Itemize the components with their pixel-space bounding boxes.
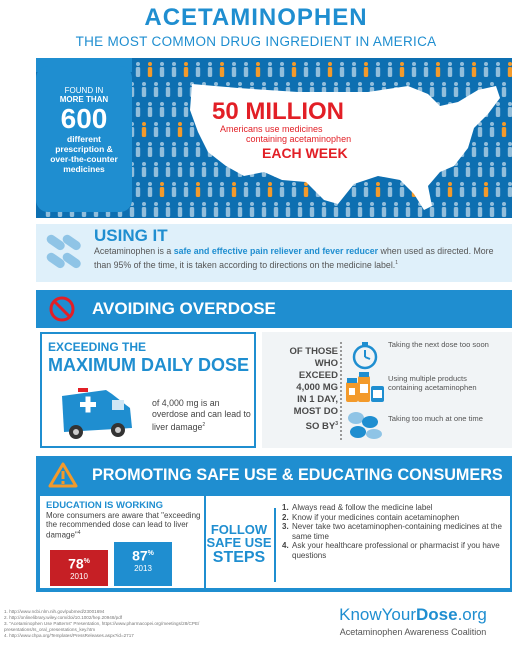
cause-item-3: Taking too much at one time — [388, 414, 483, 423]
step-number: 2. — [282, 512, 289, 522]
person-figure — [400, 62, 404, 77]
person-figure — [376, 62, 380, 77]
person-figure — [460, 62, 464, 77]
education-text — [46, 511, 202, 540]
ambulance-icon — [54, 384, 138, 442]
badge-line3: different — [67, 134, 101, 144]
person-figure — [166, 82, 170, 97]
prohibited-icon — [48, 295, 76, 323]
education-footnote: 4 — [77, 530, 81, 536]
of-those-line: IN 1 DAY, — [297, 394, 338, 405]
person-figure — [166, 162, 170, 177]
capsules-icon — [44, 234, 86, 274]
person-figure — [142, 82, 146, 97]
millions-number: 50 MILLION — [212, 98, 345, 125]
person-figure — [508, 102, 512, 117]
brand-subtitle: Acetaminophen Awareness Coalition — [339, 627, 487, 637]
page-title: ACETAMINOPHEN — [144, 4, 368, 31]
warning-icon — [48, 462, 78, 488]
person-figure — [148, 102, 152, 117]
person-figure — [154, 202, 158, 217]
brand-logo[interactable] — [314, 605, 512, 625]
person-figure — [172, 102, 176, 117]
person-figure — [154, 122, 158, 137]
person-figure — [424, 62, 428, 77]
promoting-title: PROMOTING SAFE USE & EDUCATING CONSUMERS — [92, 466, 503, 484]
dotted-divider — [340, 342, 342, 440]
person-figure — [184, 62, 188, 77]
cause-item-2: Using multiple products containing acetaminophen — [388, 374, 477, 392]
person-figure — [340, 62, 344, 77]
bar-2010-percent: 78% — [68, 555, 90, 572]
bar-2013-percent: 87% — [132, 547, 154, 564]
of-those-footnote: 3 — [335, 421, 338, 427]
person-figure — [256, 62, 260, 77]
follow-line: FOLLOW — [210, 522, 268, 537]
reference-link[interactable]: presentations/Is_oral_presentations_key.htm — [4, 627, 96, 632]
of-those-line: EXCEED — [298, 370, 338, 381]
of-those-line: OF THOSE — [289, 346, 338, 357]
step-text: Know if your medicines contain acetaminophen — [292, 512, 460, 522]
person-figure — [280, 62, 284, 77]
badge-line6: medicines — [63, 164, 105, 174]
cause-item-1: Taking the next dose too soon — [388, 340, 489, 349]
person-figure — [316, 62, 320, 77]
person-figure — [136, 182, 140, 197]
person-figure — [160, 62, 164, 77]
using-it-text-bold: safe and effective pain reliever and fever reducer — [173, 246, 379, 256]
avoiding-overdose-title: AVOIDING OVERDOSE — [92, 299, 276, 318]
person-figure — [172, 182, 176, 197]
person-figure — [166, 122, 170, 137]
using-it-text-pre: Acetaminophen is a — [94, 246, 174, 256]
badge-line5: over-the-counter — [50, 154, 118, 164]
person-figure — [148, 182, 152, 197]
badge-line2: MORE THAN — [59, 95, 109, 104]
using-it-footnote: 1 — [395, 260, 399, 266]
person-figure — [172, 142, 176, 157]
step-text: Never take two acetaminophen-containing medicines at the same time — [292, 522, 502, 541]
person-figure — [160, 182, 164, 197]
of-those-line: MOST DO — [293, 406, 338, 417]
person-figure — [472, 62, 476, 77]
millions-line2: containing acetaminophen — [246, 134, 352, 144]
follow-steps-label — [206, 523, 272, 566]
person-figure — [364, 62, 368, 77]
person-figure — [484, 62, 488, 77]
reference-link[interactable]: 1. http://www.ncbi.nlm.nih.gov/pubmed/23001694 — [4, 609, 105, 614]
person-figure — [508, 182, 512, 197]
pills-icon — [346, 410, 384, 440]
badge-line1: FOUND IN — [64, 86, 104, 95]
person-figure — [142, 162, 146, 177]
of-those-line: 4,000 MG — [296, 382, 338, 393]
education-text-body: More consumers are aware that "exceeding the recommended dose can lead to liver damage" — [46, 511, 201, 540]
person-figure — [172, 62, 176, 77]
person-figure — [160, 102, 164, 117]
step-item — [282, 541, 508, 560]
bar-2013-year: 2013 — [134, 563, 152, 573]
dose-text — [152, 398, 252, 433]
stat-badge — [36, 66, 132, 212]
person-figure — [208, 62, 212, 77]
person-figure — [508, 142, 512, 157]
dose-footnote: 2 — [202, 422, 206, 428]
person-figure — [412, 62, 416, 77]
step-text: Always read & follow the medicine label — [292, 503, 433, 512]
person-figure — [148, 62, 152, 77]
step-item — [282, 513, 508, 523]
education-title: EDUCATION IS WORKING — [46, 500, 163, 511]
person-figure — [436, 62, 440, 77]
step-item — [282, 522, 508, 541]
medicine-bottles-icon — [344, 372, 386, 406]
step-item — [282, 503, 508, 513]
person-figure — [160, 142, 164, 157]
safe-use-steps — [282, 503, 508, 560]
brand-tld: .org — [457, 605, 487, 624]
step-text: Ask your healthcare professional or pharmacist if you have questions — [292, 541, 500, 560]
max-dose-label: MAXIMUM DAILY DOSE — [48, 355, 250, 375]
badge-line4: prescription & — [55, 144, 113, 154]
person-figure — [136, 62, 140, 77]
millions-week: EACH WEEK — [262, 145, 348, 161]
person-figure — [154, 82, 158, 97]
stopwatch-icon — [350, 340, 380, 370]
exceeding-label: EXCEEDING THE — [48, 340, 147, 354]
using-it-text — [94, 245, 494, 271]
page-subtitle: THE MOST COMMON DRUG INGREDIENT IN AMERICA — [75, 34, 437, 49]
person-figure — [136, 142, 140, 157]
person-figure — [166, 202, 170, 217]
person-figure — [328, 62, 332, 77]
of-those-last: SO BY — [305, 421, 336, 433]
person-figure — [268, 62, 272, 77]
person-figure — [244, 62, 248, 77]
millions-line1: Americans use medicines — [220, 124, 323, 134]
awareness-bar-2010 — [50, 550, 108, 586]
reference-link[interactable]: 3. "Acetaminophen Use Patterns" Presentation, https://www.pharmacopei.org/meetings/28/CPE/ — [4, 621, 200, 626]
steps-divider — [274, 508, 276, 582]
person-figure — [154, 162, 158, 177]
reference-link[interactable]: 4. http://www.chpa.org/Templates/PressReleases.aspx?id=2717 — [4, 633, 134, 638]
person-figure — [448, 62, 452, 77]
person-figure — [142, 202, 146, 217]
person-figure — [352, 62, 356, 77]
follow-line: STEPS — [212, 549, 266, 566]
follow-line: SAFE USE — [206, 535, 272, 550]
of-those-line: WHO — [314, 358, 338, 369]
bar-2013-value: 87 — [132, 547, 148, 564]
step-number: 1. — [282, 503, 289, 512]
bar-2010-value: 78 — [68, 555, 84, 572]
step-number: 3. — [282, 522, 289, 531]
person-figure — [304, 62, 308, 77]
reference-link[interactable]: 2. http://onlinelibrary.wiley.com/doi/10.1002/hep.20948/pdf — [4, 615, 123, 620]
person-figure — [508, 62, 512, 77]
awareness-bar-2013 — [114, 542, 172, 586]
person-figure — [496, 62, 500, 77]
person-figure — [196, 62, 200, 77]
bar-2010-year: 2010 — [70, 571, 88, 581]
of-those-text — [266, 346, 338, 433]
person-figure — [232, 62, 236, 77]
brand-bold: Dose — [416, 605, 458, 624]
references — [4, 609, 304, 639]
step-number: 4. — [282, 541, 289, 550]
person-figure — [220, 62, 224, 77]
person-figure — [292, 62, 296, 77]
of-those-line — [266, 418, 338, 433]
brand-light: KnowYour — [339, 605, 416, 624]
person-figure — [148, 142, 152, 157]
person-figure — [388, 62, 392, 77]
person-figure — [142, 122, 146, 137]
badge-number: 600 — [60, 103, 108, 134]
using-it-text-post: when used as directed. More than 95% of the time, it is taken according to directions on the medicine label. — [94, 246, 494, 270]
using-it-title: USING IT — [94, 226, 168, 245]
person-figure — [136, 102, 140, 117]
dose-text-body: of 4,000 mg is an overdose and can lead to liver damage — [152, 398, 251, 432]
